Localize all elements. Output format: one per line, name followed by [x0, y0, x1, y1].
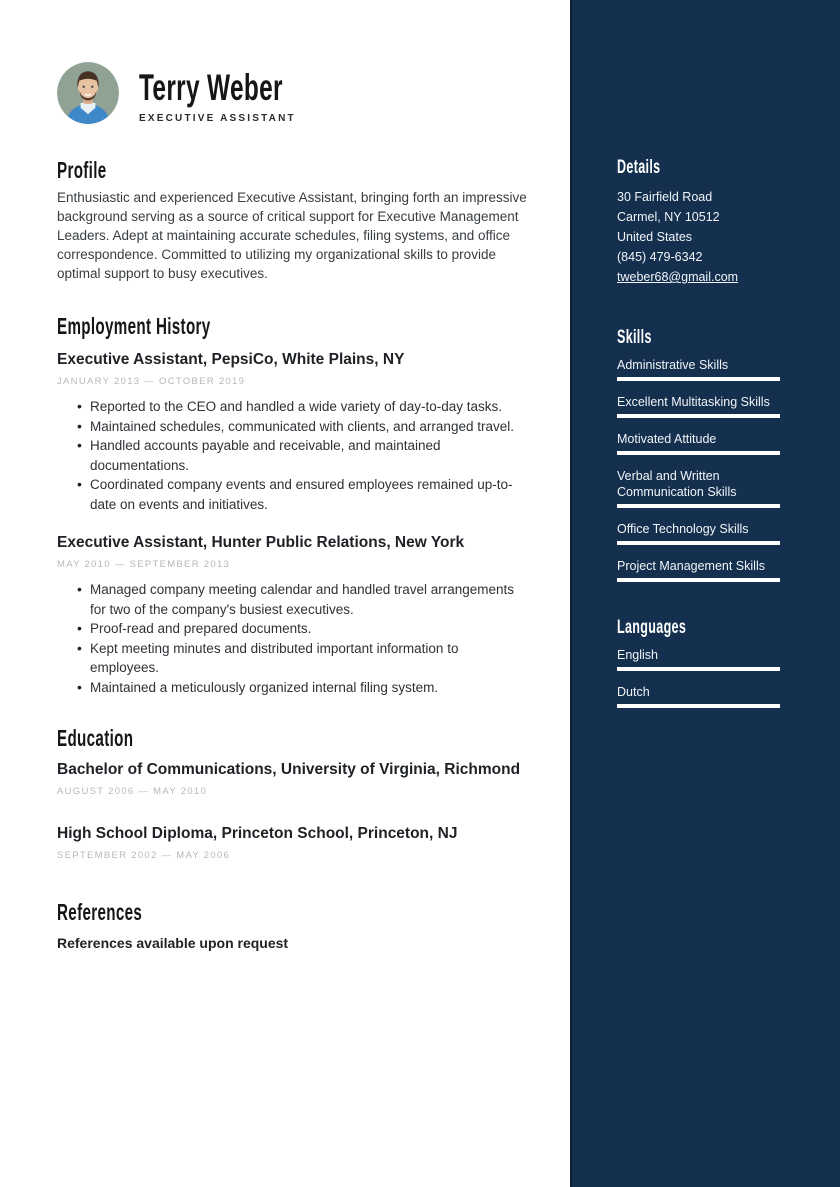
skill-item [617, 357, 780, 381]
skill-label: Office Technology Skills [617, 522, 749, 536]
language-item [617, 684, 780, 708]
profile-heading: Profile [57, 157, 107, 183]
references-heading: References [57, 899, 143, 925]
job-bullet: • Maintained a meticulously organized internal filing system. [57, 678, 527, 698]
name-block [139, 62, 357, 124]
resume-header [57, 62, 527, 124]
skill-label: Motivated Attitude [617, 432, 717, 446]
education-dates: AUGUST 2006 — MAY 2010 [57, 786, 208, 797]
skills-heading: Skills [617, 327, 652, 348]
skill-bar [617, 504, 780, 508]
education-title: High School Diploma, Princeton School, Princeton, NJ [57, 825, 458, 842]
language-label: English [617, 648, 658, 662]
skill-bar [617, 414, 780, 418]
candidate-title: EXECUTIVE ASSISTANT [139, 113, 296, 124]
address-line-1: 30 Fairfield Road [617, 190, 713, 204]
references-text: References available upon request [57, 935, 289, 951]
job-bullet: • Coordinated company events and ensured employees remained up-to-date on events and initiatives. [57, 475, 527, 514]
skill-bar-fill [617, 414, 780, 418]
skill-label: Administrative Skills [617, 358, 729, 372]
skill-label: Excellent Multitasking Skills [617, 395, 770, 409]
education-entry [57, 760, 527, 798]
section-employment-history [57, 312, 527, 697]
education-heading: Education [57, 725, 134, 751]
skill-bar [617, 541, 780, 545]
employment-heading: Employment History [57, 313, 211, 339]
sidebar-skills [617, 326, 780, 582]
skill-bar-fill [617, 541, 780, 545]
skill-label: Verbal and Written Communication Skills [617, 469, 737, 499]
job-dates: MAY 2010 — SEPTEMBER 2013 [57, 559, 231, 570]
languages-heading: Languages [617, 617, 687, 638]
skill-bar-fill [617, 451, 780, 455]
skill-bar-fill [617, 377, 780, 381]
phone-number: (845) 479-6342 [617, 250, 703, 264]
language-bar [617, 667, 780, 671]
profile-photo [57, 62, 119, 124]
sidebar [570, 0, 840, 1187]
candidate-name: Terry Weber [139, 67, 283, 108]
skill-item [617, 431, 780, 455]
job-title: Executive Assistant, PepsiCo, White Plains, NY [57, 351, 405, 368]
language-bar-fill [617, 667, 780, 671]
skill-bar-fill [617, 578, 780, 582]
language-bar-fill [617, 704, 780, 708]
language-label: Dutch [617, 685, 650, 699]
section-references [57, 898, 527, 951]
job-bullet: • Handled accounts payable and receivable, and maintained documentations. [57, 436, 527, 475]
skill-item [617, 558, 780, 582]
skill-item [617, 521, 780, 545]
job-bullet-list [57, 580, 527, 697]
job-title: Executive Assistant, Hunter Public Relations, New York [57, 534, 465, 551]
country: United States [617, 230, 693, 244]
job-bullet-list [57, 397, 527, 514]
job-entry [57, 350, 527, 514]
skill-bar-fill [617, 504, 780, 508]
section-education [57, 724, 527, 862]
education-dates: SEPTEMBER 2002 — MAY 2006 [57, 850, 231, 861]
language-bar [617, 704, 780, 708]
job-bullet: • Maintained schedules, communicated with clients, and arranged travel. [57, 417, 527, 437]
section-profile [57, 156, 527, 283]
profile-photo-illustration [57, 62, 119, 124]
address-line-2: Carmel, NY 10512 [617, 210, 720, 224]
language-item [617, 647, 780, 671]
job-dates: JANUARY 2013 — OCTOBER 2019 [57, 376, 246, 387]
job-bullet: • Kept meeting minutes and distributed important information to employees. [57, 639, 527, 678]
skill-bar [617, 451, 780, 455]
job-entry [57, 533, 527, 697]
education-title: Bachelor of Communications, University of Virginia, Richmond [57, 761, 521, 778]
sidebar-details [617, 156, 780, 287]
education-entry [57, 824, 527, 862]
sidebar-languages [617, 616, 780, 708]
job-bullet: • Reported to the CEO and handled a wide variety of day-to-day tasks. [57, 397, 527, 417]
skill-bar [617, 377, 780, 381]
job-bullet: • Managed company meeting calendar and handled travel arrangements for two of the company's busiest executives. [57, 580, 527, 619]
skill-item [617, 394, 780, 418]
profile-text: Enthusiastic and experienced Executive Assistant, bringing forth an impressive background serving as a source of critical support for Executive Management Leaders. Adept at maintaining accurate schedules, filing systems, and office correspondence. Committed to utilizing my organizational skills to provide optimal support to busy executives. [57, 190, 527, 281]
skill-item [617, 468, 780, 508]
skill-bar [617, 578, 780, 582]
skill-label: Project Management Skills [617, 559, 765, 573]
details-heading: Details [617, 157, 661, 178]
email-link[interactable]: tweber68@gmail.com [617, 270, 739, 284]
job-bullet: • Proof-read and prepared documents. [57, 619, 527, 639]
